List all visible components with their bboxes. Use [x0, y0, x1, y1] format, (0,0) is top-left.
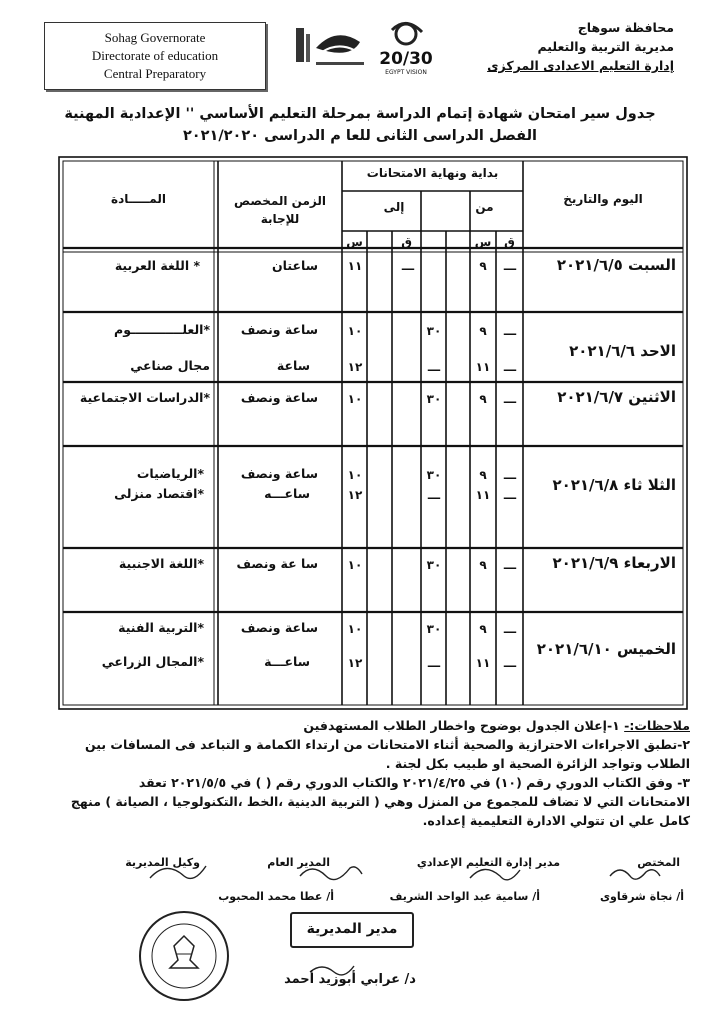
- header-from-minute: ق: [504, 235, 515, 249]
- cell-duration: ساعـــه: [264, 486, 310, 501]
- cell-from-hour: ٩: [479, 558, 487, 572]
- header-day-date: اليوم والتاريخ: [563, 192, 643, 206]
- cell-duration: ساعـــة: [264, 654, 310, 669]
- preparatory-director-signature: [470, 869, 520, 879]
- cell-subject: *اقتصاد منزلى: [114, 486, 204, 501]
- cell-duration: سا عة ونصف: [236, 556, 318, 571]
- header-duration: الزمن المخصص للإجابة: [234, 194, 326, 226]
- notes-label: ملاحظات:-: [624, 718, 690, 733]
- deputy-signature: [150, 866, 206, 878]
- note-3-line1: ٣- وفق الكتاب الدوري رقم (١٠) في ٢٠٢١/٤/٢٥ والكتاب الدوري رقم ( ) في ٢٠٢١/٥/٥ تعقد: [138, 775, 690, 790]
- cell-to-hour: ١٢: [347, 656, 363, 670]
- cell-duration: ساعة ونصف: [240, 390, 318, 405]
- cell-from-minute: ـــ: [503, 360, 517, 374]
- vision-caption-text: EGYPT VISION: [385, 69, 427, 76]
- cell-to-hour: ١٠: [347, 468, 363, 482]
- cell-from-minute: ـــ: [503, 468, 517, 482]
- note-3-line2: الامتحانات التي لا تضاف للمجموع من المنزل وهي ( التربية الدينية ،الخط ،التكنولوجيا ، الصيانة ) منهج: [70, 794, 690, 809]
- cell-from-hour: ١١: [475, 360, 491, 374]
- row-day-monday: الاثنين ٢٠٢١/٦/٧: [557, 388, 676, 406]
- note-1: ١-إعلان الجدول بوضوح واخطار الطلاب المستهدفين: [303, 718, 620, 733]
- header-to-minute: ق: [401, 235, 412, 249]
- cell-from-hour: ٩: [479, 622, 487, 636]
- cell-subject: *التربية الفنية: [118, 620, 204, 635]
- row-day-saturday: السبت ٢٠٢١/٦/٥: [556, 256, 676, 274]
- cell-from-hour: ٩: [479, 324, 487, 338]
- signature-directorate-head-name: د/ عرابي أبوزيد أحمد: [284, 972, 416, 987]
- header-from-hour: س: [474, 235, 492, 249]
- cell-subject: مجال صناعي: [130, 358, 210, 373]
- header-subject: المـــــادة: [111, 192, 166, 206]
- english-line-department: Central Preparatory: [103, 66, 207, 81]
- cell-to-minute: ٣٠: [426, 558, 442, 572]
- cell-from-minute: ـــ: [503, 558, 517, 572]
- cell-to-hour: ١٠: [347, 324, 363, 338]
- signature-specialist-title: المختص: [637, 856, 680, 869]
- cell-from-minute: ـــ: [503, 324, 517, 338]
- signature-general-director-name: أ/ عطا محمد المحبوب: [218, 890, 334, 903]
- row-day-wednesday: الاربعاء ٢٠٢١/٦/٩: [552, 554, 676, 572]
- cell-to-hour: ١٢: [347, 360, 363, 374]
- cell-duration: ساعة: [276, 358, 310, 373]
- note-2-line2: الطلاب وتواجد الزائرة الصحية او طبيب بكل لجنة .: [385, 756, 690, 771]
- cell-subject: * اللغة العربية: [114, 258, 200, 273]
- cell-from-hour: ١١: [475, 656, 491, 670]
- cell-to-hour: ١١: [347, 259, 363, 273]
- document-title-line1: جدول سير امتحان شهادة إتمام الدراسة بمرحلة التعليم الأساسي '' الإعدادية المهنية: [64, 106, 656, 122]
- english-line-directorate: Directorate of education: [91, 48, 219, 63]
- cell-to-hour: ١٢: [347, 488, 363, 502]
- cell-subject: *الدراسات الاجتماعية: [79, 390, 210, 405]
- english-line-governorate: Sohag Governorate: [104, 30, 206, 45]
- signature-preparatory-director-name: أ/ سامية عبد الواحد الشريف: [389, 890, 540, 903]
- cell-from-minute: ـــ: [503, 622, 517, 636]
- cell-to-hour: ١٠: [347, 392, 363, 406]
- cell-subject: *الرياضيات: [136, 466, 204, 481]
- cell-from-hour: ٩: [479, 392, 487, 406]
- note-3-line3: كامل علي ان تتولي الادارة التعليمية إعداده.: [422, 813, 690, 828]
- cell-to-minute: ٣٠: [426, 468, 442, 482]
- cell-duration: ساعتان: [272, 258, 318, 273]
- cell-from-minute: ـــ: [503, 392, 517, 406]
- cell-duration: ساعة ونصف: [240, 322, 318, 337]
- header-from: من: [475, 200, 494, 214]
- cell-subject: *العلــــــــــــوم: [114, 322, 210, 337]
- cell-to-minute: ـــ: [427, 488, 441, 502]
- cell-subject: *المجال الزراعي: [101, 654, 204, 669]
- cell-to-hour: ١٠: [347, 622, 363, 636]
- signature-general-director-title: المدير العام: [267, 856, 330, 869]
- cell-from-hour: ٩: [479, 468, 487, 482]
- general-director-signature: [300, 867, 362, 880]
- cell-to-minute: ٣٠: [426, 324, 442, 338]
- cell-from-hour: ١١: [475, 488, 491, 502]
- specialist-signature: [610, 870, 660, 879]
- row-day-tuesday: الثلا ثاء ٢٠٢١/٦/٨: [552, 476, 676, 494]
- row-day-sunday: الاحد ٢٠٢١/٦/٦: [569, 342, 676, 360]
- official-seal-icon: [136, 908, 232, 1004]
- cell-from-hour: ٩: [479, 259, 487, 273]
- note-2-line1: ٢-تطبق الاجراءات الاحترازية والصحية أثناء الامتحانات من ارتداء الكمامة و التباعد فى المسافات بين: [85, 737, 690, 752]
- cell-from-minute: ـــ: [503, 488, 517, 502]
- directorate-head-stamp: مدير المديرية: [290, 912, 414, 948]
- header-to-hour: س: [346, 235, 363, 249]
- signature-specialist-name: أ/ نجاة شرقاوى: [599, 890, 684, 903]
- cell-to-minute: ـــ: [427, 656, 441, 670]
- cell-to-minute: ٣٠: [426, 392, 442, 406]
- cell-from-minute: ـــ: [503, 656, 517, 670]
- cell-to-minute: ـــ: [401, 259, 415, 273]
- cell-subject: *اللغة الاجنبية: [118, 556, 204, 571]
- vision-logo-text: 20/30: [379, 49, 433, 69]
- signature-deputy-title: وكيل المديرية: [125, 856, 200, 869]
- signature-preparatory-director-title: مدير إدارة التعليم الإعدادي: [416, 856, 560, 869]
- arabic-line-governorate: محافظة سوهاج: [577, 20, 674, 35]
- header-exam-period: بداية ونهاية الامتحانات: [366, 166, 499, 180]
- arabic-line-department: إدارة التعليم الاعدادى المركزى: [487, 58, 674, 73]
- cell-to-minute: ٣٠: [426, 622, 442, 636]
- header-to: إلى: [383, 200, 405, 214]
- document-title-line2: الفصل الدراسى الثانى للعا م الدراسى ٢٠٢١/٢٠٢٠: [182, 128, 538, 144]
- cell-to-hour: ١٠: [347, 558, 363, 572]
- cell-from-minute: ـــ: [503, 259, 517, 273]
- cell-to-minute: ـــ: [427, 360, 441, 374]
- cell-duration: ساعة ونصف: [240, 620, 318, 635]
- cell-duration: ساعة ونصف: [240, 466, 318, 481]
- row-day-thursday: الخميس ٢٠٢١/٦/١٠: [536, 640, 676, 658]
- arabic-line-directorate: مديرية التربية والتعليم: [537, 39, 674, 54]
